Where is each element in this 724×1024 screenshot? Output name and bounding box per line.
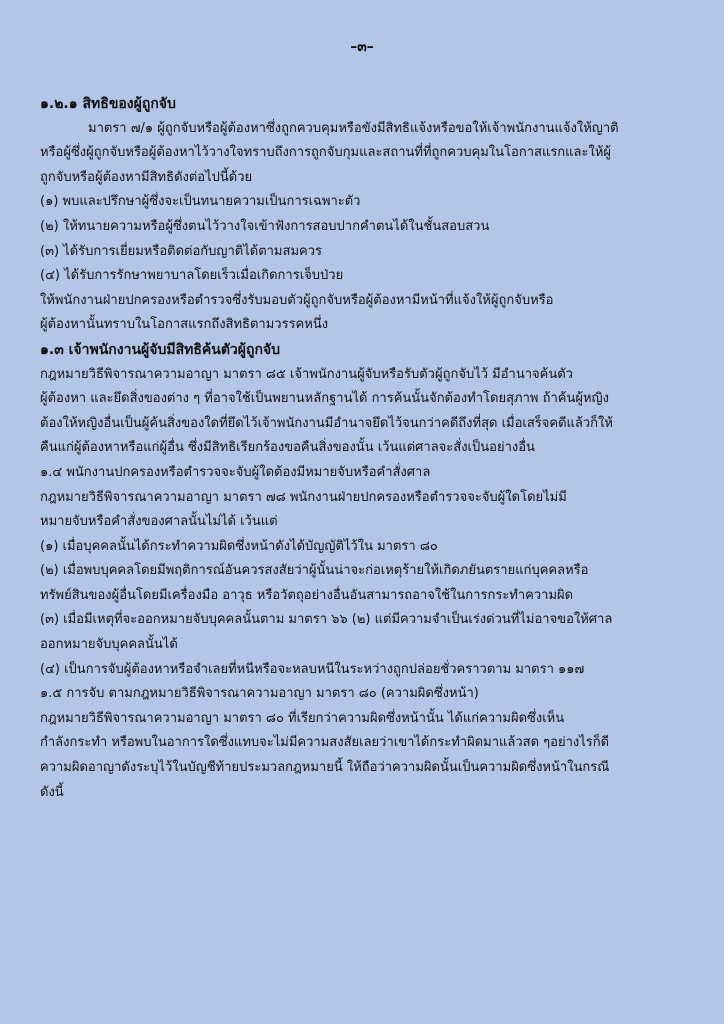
text-line: ผู้ต้องหานั้นทราบในโอกาสแรกถึงสิทธิตามวรรคหนึ่ง [40,317,329,333]
text-line: ทรัพย์สินของผู้อื่นโดยมีเครื่องมือ อาวุธ หรือวัตถุอย่างอื่นอันสามารถอาจใช้ในการกระทำความผิด [40,587,574,603]
text-line: ออกหมายจับบุคคลนั้นได้ [40,637,178,653]
text-line: คืนแก่ผู้ต้องหาหรือแก่ผู้อื่น ซึ่งมีสิทธิเรียกร้องขอคืนสิ่งของนั้น เว้นแต่ศาลจะสั่งเป็นอย่างอื่น [40,440,535,456]
text-line: ต้องให้หญิงอื่นเป็นผู้ค้นสิ่งของใดที่ยึดไว้เจ้าพนักงานมีอำนาจยึดไว้จนกว่าคดีถึงที่สุด เมื่อเสร็จคดีแล้วก็ให้ [40,415,613,431]
text-line: (๒) เมื่อพบบุคคลโดยมีพฤติการณ์อันควรสงสัยว่าผู้นั้นน่าจะก่อเหตุร้ายให้เกิดภยันตรายแก่บุคคลหรือ [40,563,589,579]
text-line: กำลังกระทำ หรือพบในอาการใดซึ่งแทบจะไม่มีความสงสัยเลยว่าเขาได้กระทำผิดมาแล้วสด ๆอย่างไรก็ดี [40,735,610,751]
text-line: ๑.๔ พนักงานปกครองหรือตำรวจจะจับผู้ใดต้องมีหมายจับหรือคำสั่งศาล [40,464,431,480]
text-line: ผู้ต้องหา และยึดสิ่งของต่าง ๆ ที่อาจใช้เป็นพยานหลักฐานได้ การค้นนั้นจักต้องทำโดยสุภาพ ถ้าค้นผู้หญิง [40,391,609,407]
document-body [40,92,694,805]
text-line: (๓) เมื่อมีเหตุที่จะออกหมายจับบุคคลนั้นตาม มาตรา ๖๖ (๒) แต่มีความจำเป็นเร่งด่วนที่ไม่อาจขอให้ศาล [40,612,613,628]
text-line: (๒) ให้ทนายความหรือผู้ซึ่งตนไว้วางใจเข้าฟังการสอบปากคำตนได้ในชั้นสอบสวน [40,218,490,234]
text-line: (๓) ได้รับการเยี่ยมหรือติดต่อกับญาติได้ตามสมควร [40,243,322,259]
text-line: กฎหมายวิธีพิจารณาความอาญา มาตรา ๘๕ เจ้าพนักงานผู้จับหรือรับตัวผู้ถูกจับไว้ มีอำนาจค้นตัว [40,366,573,382]
text-line: ๑.๕ การจับ ตามกฎหมายวิธีพิจารณาความอาญา มาตรา ๘๐ (ความผิดซึ่งหน้า) [40,686,479,702]
text-line: ดังนี้ [40,784,64,800]
page-number: –๓– [350,39,374,55]
text-line: กฎหมายวิธีพิจารณาความอาญา มาตรา ๗๘ พนักงานฝ่ายปกครองหรือตำรวจจะจับผู้ใดโดยไม่มี [40,489,567,505]
section-heading: ๑.๓ เจ้าพนักงานผู้จับมีสิทธิค้นตัวผู้ถูกจับ [40,341,281,358]
text-line: มาตรา ๗/๑ ผู้ถูกจับหรือผู้ต้องหาซึ่งถูกควบคุมหรือขังมีสิทธิแจ้งหรือขอให้เจ้าพนักงานแจ้งให้ญาติ [88,120,619,136]
text-line: ถูกจับหรือผู้ต้องหามีสิทธิดังต่อไปนี้ด้วย [40,169,253,185]
text-line: หมายจับหรือคำสั่งของศาลนั้นไม่ได้ เว้นแต่ [40,514,278,530]
text-line: กฎหมายวิธีพิจารณาความอาญา มาตรา ๘๐ ที่เรียกว่าความผิดซึ่งหน้านั้น ได้แก่ความผิดซึ่งเห็น [40,710,565,726]
section-heading: ๑.๒.๑ สิทธิของผู้ถูกจับ [40,96,176,112]
text-line: (๔) ได้รับการรักษาพยาบาลโดยเร็วเมื่อเกิดการเจ็บป่วย [40,268,344,284]
text-line: ความผิดอาญาดังระบุไว้ในบัญชีท้ายประมวลกฎหมายนี้ ให้ถือว่าความผิดนั้นเป็นความผิดซึ่งหน้าในกรณี [40,760,610,776]
text-line: (๔) เป็นการจับผู้ต้องหาหรือจำเลยที่หนีหรือจะหลบหนีในระหว่างถูกปล่อยชั่วคราวตาม มาตรา ๑๑๗ [40,661,585,677]
text-line: (๑) เมื่อบุคคลนั้นได้กระทำความผิดซึ่งหน้าดังได้บัญญัติไว้ใน มาตรา ๘๐ [40,538,438,554]
text-line: ให้พนักงานฝ่ายปกครองหรือตำรวจซึ่งรับมอบตัวผู้ถูกจับหรือผู้ต้องหามีหน้าที่แจ้งให้ผู้ถูกจับหรือ [40,292,554,308]
text-line: (๑) พบและปรึกษาผู้ซึ่งจะเป็นทนายความเป็นการเฉพาะตัว [40,194,361,210]
text-line: หรือผู้ซึ่งผู้ถูกจับหรือผู้ต้องหาไว้วางใจทราบถึงการถูกจับกุมและสถานที่ที่ถูกควบคุมในโอกาสแรกและให้ผู้ [40,145,612,161]
